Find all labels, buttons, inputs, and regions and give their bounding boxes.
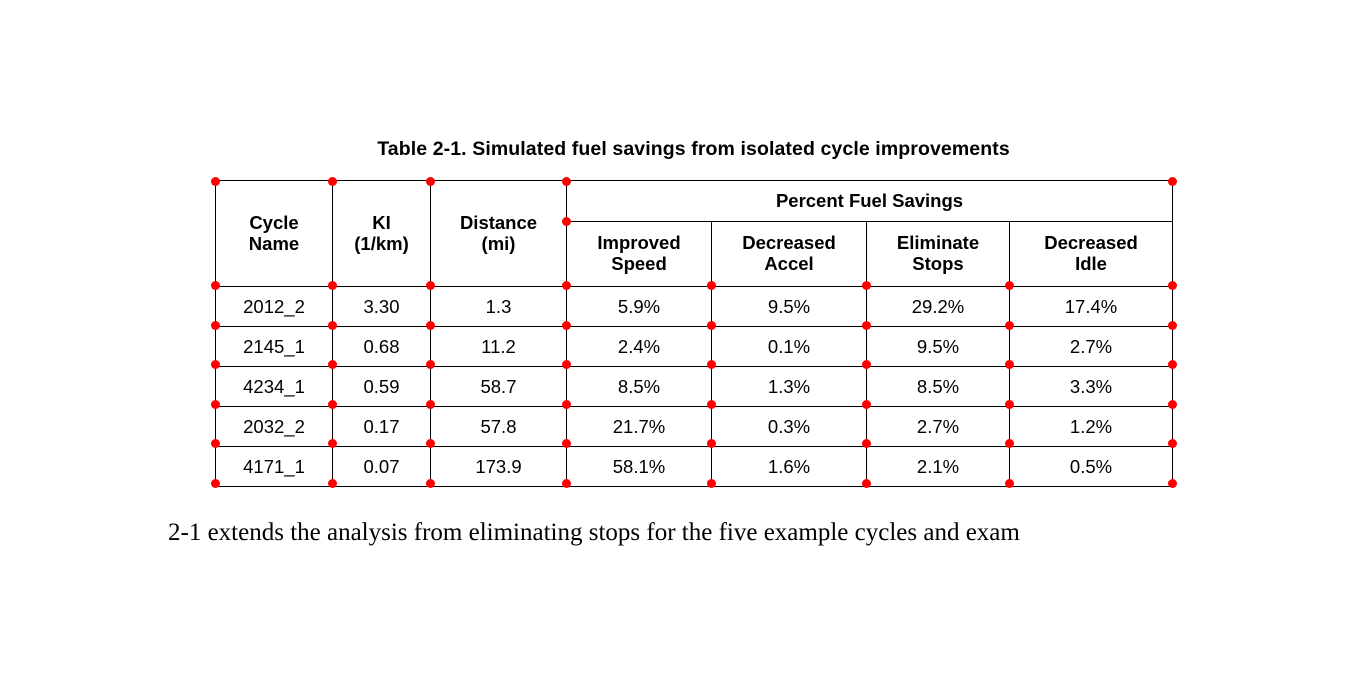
fuel-savings-table <box>215 180 1173 487</box>
cell-cycle-name: 4171_1 <box>216 447 333 487</box>
column-header-distance-line1: Distance <box>459 211 538 233</box>
column-header-cycle-name <box>216 181 333 287</box>
column-header-improved-speed-line2: Speed <box>611 253 667 274</box>
table-header <box>216 181 1173 287</box>
cell-improved-speed: 2.4% <box>567 327 712 367</box>
cell-ki: 0.07 <box>333 447 431 487</box>
column-header-eliminate-stops-line1: Eliminate <box>896 232 980 254</box>
cell-cycle-name: 4234_1 <box>216 367 333 407</box>
column-header-decreased-idle-line2: Idle <box>1075 253 1107 274</box>
cell-eliminate-stops: 8.5% <box>867 367 1010 407</box>
column-header-improved-speed <box>567 222 712 287</box>
cell-distance: 11.2 <box>431 327 567 367</box>
cell-cycle-name: 2145_1 <box>216 327 333 367</box>
body-paragraph <box>168 519 1268 547</box>
cell-ki: 3.30 <box>333 287 431 327</box>
cell-decreased-idle: 3.3% <box>1010 367 1173 407</box>
cell-distance: 57.8 <box>431 407 567 447</box>
column-header-decreased-accel-line1: Decreased <box>742 232 836 254</box>
cell-cycle-name: 2032_2 <box>216 407 333 447</box>
column-header-ki <box>333 181 431 287</box>
cell-ki: 0.17 <box>333 407 431 447</box>
column-group-header-percent-fuel-savings: Percent Fuel Savings <box>567 181 1173 222</box>
column-header-improved-speed-line1: Improved <box>597 232 681 254</box>
column-header-cycle-name-line1: Cycle <box>249 211 299 233</box>
cell-ki: 0.59 <box>333 367 431 407</box>
column-header-cycle-name-line2: Name <box>248 232 300 254</box>
cell-ki: 0.68 <box>333 327 431 367</box>
cell-improved-speed: 5.9% <box>567 287 712 327</box>
column-header-ki-line1: KI <box>372 211 391 233</box>
column-header-eliminate-stops-line2: Stops <box>912 253 964 274</box>
cell-decreased-idle: 0.5% <box>1010 447 1173 487</box>
column-header-decreased-accel-line2: Accel <box>764 253 814 274</box>
table-row <box>216 327 1173 367</box>
table-body <box>216 287 1173 487</box>
cell-decreased-idle: 2.7% <box>1010 327 1173 367</box>
column-header-ki-line2: (1/km) <box>354 232 409 254</box>
cell-distance: 173.9 <box>431 447 567 487</box>
cell-cycle-name: 2012_2 <box>216 287 333 327</box>
column-header-distance-line2: (mi) <box>481 232 516 254</box>
cell-improved-speed: 8.5% <box>567 367 712 407</box>
cell-eliminate-stops: 9.5% <box>867 327 1010 367</box>
cell-decreased-accel: 1.6% <box>712 447 867 487</box>
column-header-decreased-accel <box>712 222 867 287</box>
cell-decreased-idle: 1.2% <box>1010 407 1173 447</box>
table-header-row-1 <box>216 181 1173 222</box>
cell-eliminate-stops: 2.1% <box>867 447 1010 487</box>
cell-improved-speed: 21.7% <box>567 407 712 447</box>
body-paragraph-text: 2-1 extends the analysis from eliminating stops for the five example cycles and exam <box>168 519 1020 546</box>
fuel-savings-table-container <box>215 180 1172 487</box>
column-header-decreased-idle <box>1010 222 1173 287</box>
cell-decreased-accel: 0.3% <box>712 407 867 447</box>
column-header-decreased-idle-line1: Decreased <box>1044 232 1138 254</box>
table-row <box>216 287 1173 327</box>
cell-decreased-idle: 17.4% <box>1010 287 1173 327</box>
cell-decreased-accel: 0.1% <box>712 327 867 367</box>
cell-distance: 58.7 <box>431 367 567 407</box>
cell-decreased-accel: 1.3% <box>712 367 867 407</box>
cell-distance: 1.3 <box>431 287 567 327</box>
cell-improved-speed: 58.1% <box>567 447 712 487</box>
table-row <box>216 447 1173 487</box>
table-caption: Table 2-1. Simulated fuel savings from isolated cycle improvements <box>377 138 1010 160</box>
column-header-distance <box>431 181 567 287</box>
cell-eliminate-stops: 2.7% <box>867 407 1010 447</box>
table-row <box>216 407 1173 447</box>
column-header-eliminate-stops <box>867 222 1010 287</box>
cell-eliminate-stops: 29.2% <box>867 287 1010 327</box>
cell-decreased-accel: 9.5% <box>712 287 867 327</box>
table-row <box>216 367 1173 407</box>
